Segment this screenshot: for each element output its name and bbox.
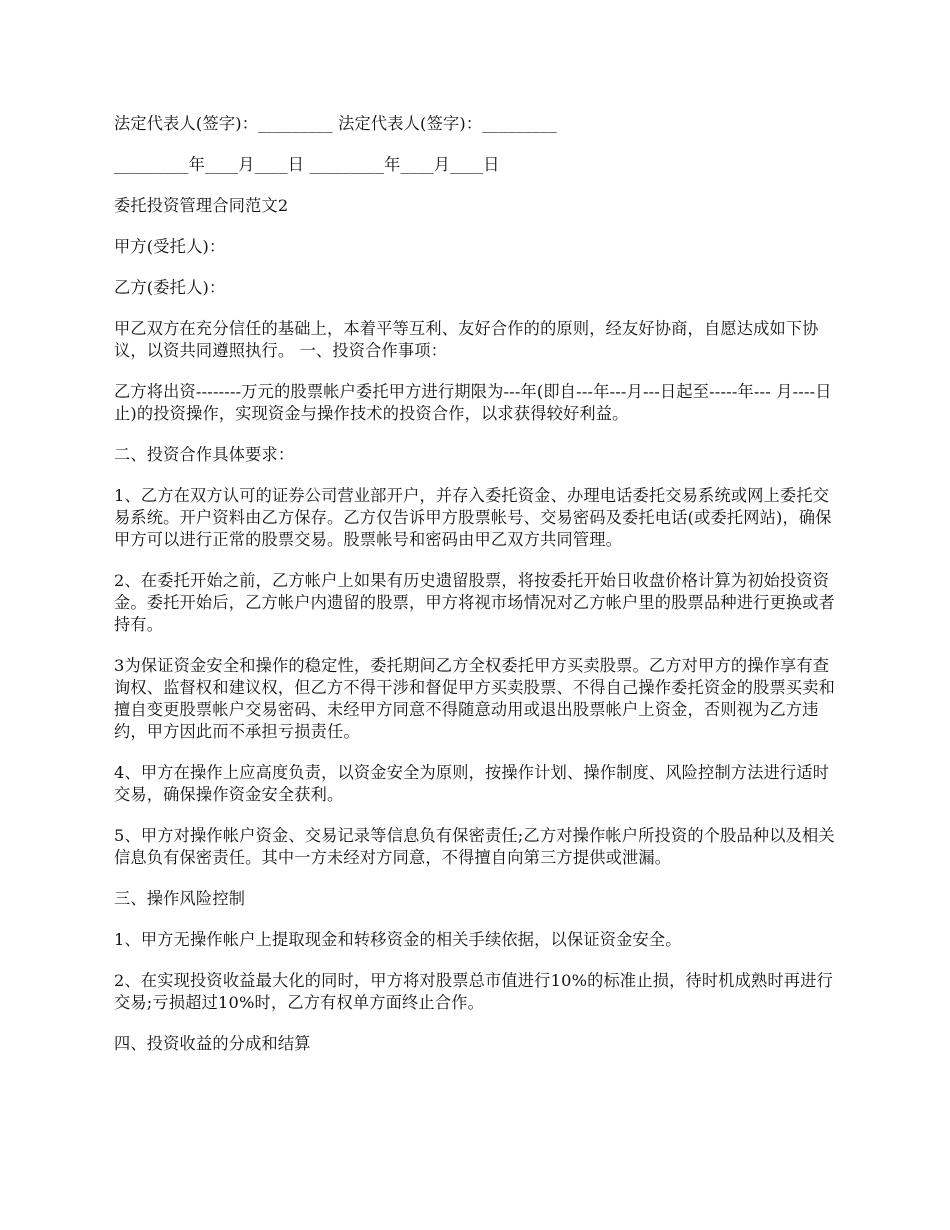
section-heading-risk-control: 三、操作风险控制 — [114, 889, 246, 908]
clause-paragraph: 1、乙方在双方认可的证券公司营业部开户，并存入委托资金、办理电话委托交易系统或网上委托交易系统。开户资料由乙方保存。乙方仅告诉甲方股票帐号、交易密码及委托电话(或委托网站)，确保甲方可以进行正常的股票交易。股票帐号和密码由甲乙双方共同管理。 — [114, 486, 832, 549]
clause-paragraph: 2、在委托开始之前，乙方帐户上如果有历史遗留股票，将按委托开始日收盘价格计算为初始投资资金。委托开始后，乙方帐户内遗留的股票，甲方将视市场情况对乙方帐户里的股票品种进行更换或者持有。 — [114, 571, 836, 634]
section-heading-profit-sharing: 四、投资收益的分成和结算 — [114, 1034, 311, 1053]
clause-paragraph: 4、甲方在操作上应高度负责，以资金安全为原则，按操作计划、操作制度、风险控制方法进行适时交易，确保操作资金安全获利。 — [114, 763, 830, 804]
clause-paragraph: 2、在实现投资收益最大化的同时，甲方将对股票总市值进行10%的标准止损，待时机成熟时再进行交易;亏损超过10%时，乙方有权单方面终止合作。 — [114, 971, 833, 1012]
document-body — [114, 113, 839, 1074]
section-heading-requirements: 二、投资合作具体要求： — [114, 445, 295, 464]
contract-title: 委托投资管理合同范文2 — [114, 196, 289, 215]
investment-terms-paragraph: 乙方将出资--------万元的股票帐户委托甲方进行期限为---年(即自---年---月---日起至-----年--- 月----日止)的投资操作，实现资金与操作技术的投资合作，以求获得较好利益。 — [114, 382, 832, 423]
clause-paragraph: 3为保证资金安全和操作的稳定性，委托期间乙方全权委托甲方买卖股票。乙方对甲方的操作享有查询权、监督权和建议权，但乙方不得干涉和督促甲方买卖股票、不得自己操作委托资金的股票买卖和擅自变更股票帐户交易密码、未经甲方同意不得随意动用或退出股票帐户上资金，否则视为乙方违约，甲方因此而不承担亏损责任。 — [114, 656, 836, 741]
signature-line: 法定代表人(签字)：_________ 法定代表人(签字)：_________ — [114, 114, 557, 133]
date-line: _________年____月____日 _________年____月____日 — [114, 155, 500, 174]
preamble-paragraph: 甲乙双方在充分信任的基础上，本着平等互利、友好合作的的原则，经友好协商，自愿达成如下协议，以资共同遵照执行。 一、投资合作事项： — [114, 319, 819, 360]
clause-paragraph: 5、甲方对操作帐户资金、交易记录等信息负有保密责任;乙方对操作帐户所投资的个股品种以及相关信息负有保密责任。其中一方未经对方同意，不得擅自向第三方提供或泄漏。 — [114, 826, 835, 867]
party-a-line: 甲方(受托人)： — [114, 237, 226, 256]
party-b-line: 乙方(委托人)： — [114, 278, 226, 297]
clause-paragraph: 1、甲方无操作帐户上提取现金和转移资金的相关手续依据，以保证资金安全。 — [114, 930, 682, 949]
